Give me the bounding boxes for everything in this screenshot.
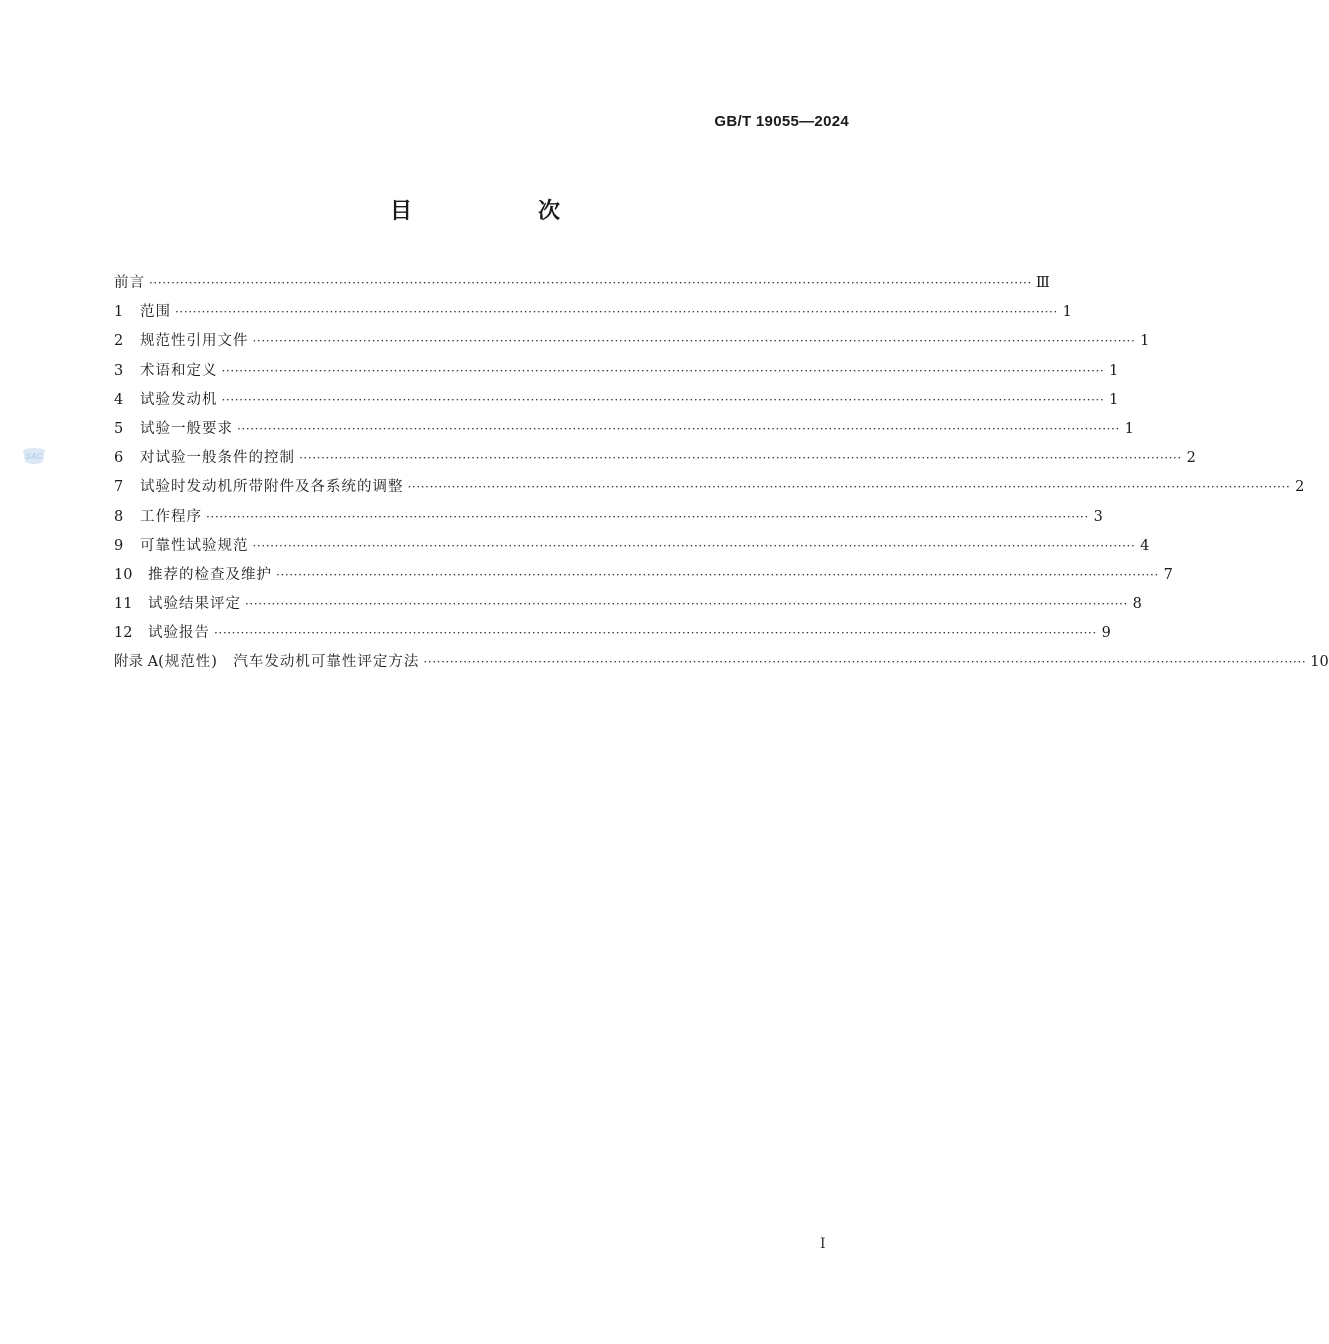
- toc-dot-leader: ········································································································································································································: [407, 480, 1291, 495]
- toc-dot-leader: ········································································································································································································: [221, 392, 1105, 407]
- toc-entry-title: 推荐的检查及维护: [148, 566, 272, 583]
- toc-dot-leader: ········································································································································································································: [252, 334, 1136, 349]
- toc-dot-leader: ········································································································································································································: [214, 626, 1097, 641]
- toc-entry-4[interactable]: [114, 388, 1119, 417]
- toc-entry-10[interactable]: [114, 563, 1173, 592]
- toc-entry-number: 4: [114, 391, 124, 408]
- toc-dot-leader: ········································································································································································································: [237, 421, 1120, 436]
- toc-page-number: 4: [1140, 537, 1150, 554]
- toc-entry-title: 术语和定义: [140, 362, 218, 379]
- toc-entry-9[interactable]: [114, 534, 1150, 563]
- toc-entry-title: 规范性引用文件: [140, 333, 249, 350]
- toc-page-number: 1: [1140, 333, 1150, 350]
- toc-entry-7[interactable]: [114, 475, 1305, 504]
- toc-entry-number: 9: [114, 537, 124, 554]
- toc-entry-5[interactable]: [114, 417, 1134, 446]
- toc-entry-number: 1: [114, 304, 124, 321]
- toc-page-number: Ⅲ: [1035, 275, 1050, 291]
- sac-watermark-logo: [21, 446, 47, 466]
- standard-code: GB/T 19055—2024: [714, 113, 849, 130]
- toc-dot-leader: ········································································································································································································: [221, 363, 1105, 378]
- toc-page-number: 3: [1093, 508, 1103, 525]
- toc-entry-number: 2: [114, 333, 124, 350]
- toc-entry-title: 试验结果评定: [148, 596, 241, 613]
- toc-page-number: 1: [1109, 362, 1119, 379]
- toc-entry-title: 前言: [114, 275, 145, 291]
- toc-dot-leader: ········································································································································································································: [299, 451, 1182, 466]
- toc-dot-leader: ········································································································································································································: [245, 597, 1128, 612]
- toc-entry-number: 11: [114, 596, 133, 613]
- toc-page-number: 1: [1109, 391, 1119, 408]
- toc-entry-2[interactable]: [114, 329, 1150, 358]
- toc-entry-foreword[interactable]: [114, 271, 1050, 300]
- toc-page-number: 2: [1295, 479, 1305, 496]
- toc-entry-number: 5: [114, 420, 124, 437]
- toc-entry-11[interactable]: [114, 592, 1142, 621]
- toc-entry-title: 范围: [140, 304, 171, 321]
- toc-entry-12[interactable]: [114, 621, 1111, 650]
- toc-entry-number: 10: [114, 566, 133, 583]
- page-number: I: [820, 1236, 826, 1252]
- toc-dot-leader: ········································································································································································································: [149, 276, 1032, 290]
- toc-entry-title: (规范性) 汽车发动机可靠性评定方法: [158, 654, 420, 671]
- toc-page-number: 10: [1310, 654, 1329, 671]
- toc-entry-3[interactable]: [114, 359, 1119, 388]
- toc-entry-title: 对试验一般条件的控制: [140, 450, 295, 467]
- toc-dot-leader: ········································································································································································································: [206, 509, 1089, 524]
- toc-entry-title: 工作程序: [140, 508, 202, 525]
- toc-entry-title: 试验时发动机所带附件及各系统的调整: [140, 479, 404, 496]
- toc-title: 目 次: [389, 199, 612, 224]
- toc-entry-title: 可靠性试验规范: [140, 537, 249, 554]
- toc-dot-leader: ········································································································································································································: [252, 538, 1136, 553]
- toc-dot-leader: ········································································································································································································: [276, 567, 1159, 582]
- toc-page-number: 1: [1062, 304, 1072, 321]
- toc-entry-1[interactable]: [114, 300, 1072, 329]
- toc-entry-number: 附录 A: [114, 654, 159, 671]
- table-of-contents: [114, 271, 1329, 680]
- toc-entry-number: 6: [114, 450, 124, 467]
- toc-dot-leader: ········································································································································································································: [175, 305, 1058, 320]
- toc-entry-number: 7: [114, 479, 124, 496]
- toc-entry-6[interactable]: [114, 446, 1196, 475]
- toc-page-number: 7: [1163, 566, 1173, 583]
- toc-entry-title: 试验报告: [148, 625, 210, 642]
- toc-entry-number: 12: [114, 625, 133, 642]
- toc-entry-title: 试验一般要求: [140, 420, 233, 437]
- toc-entry-number: 8: [114, 508, 124, 525]
- toc-entry-annex-a[interactable]: [114, 650, 1329, 679]
- toc-entry-title: 试验发动机: [140, 391, 218, 408]
- toc-page-number: 9: [1101, 625, 1111, 642]
- toc-dot-leader: ········································································································································································································: [423, 655, 1307, 670]
- toc-entry-number: 3: [114, 362, 124, 379]
- toc-entry-8[interactable]: [114, 505, 1103, 534]
- toc-page-number: 8: [1132, 596, 1142, 613]
- toc-page-number: 2: [1186, 450, 1196, 467]
- svg-text:SAC: SAC: [25, 452, 43, 461]
- toc-page-number: 1: [1124, 420, 1134, 437]
